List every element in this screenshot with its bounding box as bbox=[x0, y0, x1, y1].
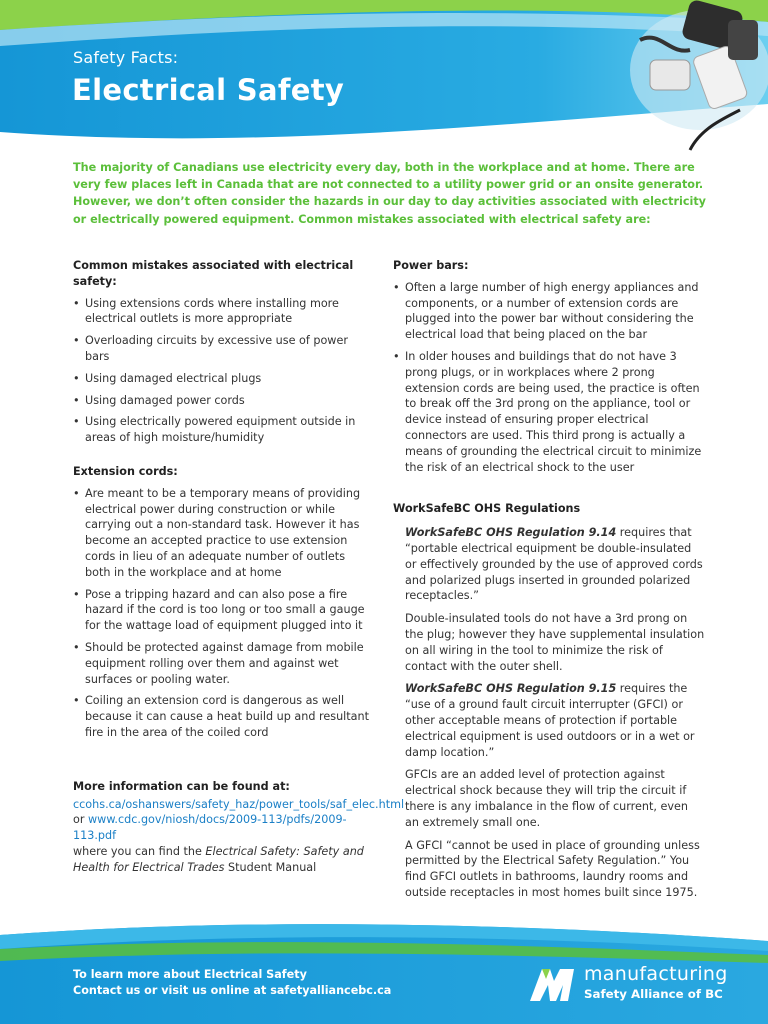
msa-logo bbox=[528, 963, 728, 1005]
logo-alliance-text: Safety Alliance of BC bbox=[584, 987, 723, 1001]
intro-paragraph: The majority of Canadians use electricity every day, both in the workplace and at home. There are very few places left in Canada that are not connected to a utility power grid or an onsite generator. However, we don’t often consider the hazards in our day to day activities associated with electricity or electrically powered equipment. Common mistakes associated with electrical safety are: bbox=[73, 161, 706, 226]
manual-suffix: Student Manual bbox=[224, 860, 317, 874]
list-item: • Coiling an extension cord is dangerous as well because it can cause a heat build up and resultant fire in the area of the coiled cord bbox=[73, 693, 373, 740]
list-item: • Using electrically powered equipment outside in areas of high moisture/humidity bbox=[73, 414, 373, 446]
or-text: or bbox=[73, 813, 89, 827]
list-item: • In older houses and buildings that do not have 3 prong plugs, or in workplaces where 2 prong extension cords are being used, the practice is often to break off the 3rd prong on the appliance, tool or device instead of ensuring proper electrical connectors are used. This third prong is actually a means of grounding the electrical circuit to minimize the risk of an electrical shock to the user bbox=[393, 349, 705, 475]
reg-914-text: requires that “portable electrical equipment be double-insulated or effectively grounded by the use of approved cords and polarized plugs inserted in grounded polarized receptacles.” bbox=[405, 526, 703, 603]
footer-line-2[interactable]: Contact us or visit us online at safetyalliancebc.ca bbox=[73, 984, 392, 997]
header-banner bbox=[0, 0, 768, 160]
left-column bbox=[73, 258, 405, 876]
manual-title: Electrical Safety: Safety and Health for Electrical Trades bbox=[73, 844, 364, 874]
list-item: • Using damaged power cords bbox=[73, 393, 373, 409]
reg-915-text: requires the “use of a ground fault circuit interrupter (GFCI) or other acceptable means of protection if portable electrical equipment is used outdoors or in a wet or damp location.” bbox=[405, 682, 695, 759]
list-item: • Should be protected against damage from mobile equipment rolling over them and against wet surfaces or pooling water. bbox=[73, 640, 373, 687]
footer-text bbox=[73, 967, 391, 999]
reg-914-paragraph bbox=[393, 525, 705, 604]
extension-list bbox=[73, 486, 373, 741]
power-bars-heading: Power bars: bbox=[393, 259, 469, 272]
cdc-link[interactable]: www.cdc.gov/niosh/docs/2009-113/pdfs/2009-113.pdf bbox=[73, 813, 347, 843]
m-logo-icon bbox=[528, 967, 576, 1001]
double-insulated-paragraph: Double-insulated tools do not have a 3rd prong on the plug; however they have supplemental insulation on all wiring in the tool to minimize the risk of contact with the outer shell. bbox=[405, 612, 705, 673]
list-item: • Using damaged electrical plugs bbox=[73, 371, 373, 387]
regs-heading: WorkSafeBC OHS Regulations bbox=[393, 502, 581, 516]
where-text: where you can find the bbox=[73, 844, 206, 858]
header-kicker: Safety Facts: bbox=[73, 48, 179, 67]
mistakes-heading: Common mistakes associated with electrical safety: bbox=[73, 259, 354, 288]
gfci-grounding-paragraph: A GFCI “cannot be used in place of grounding unless permitted by the Electrical Safety Regulation.” You find GFCI outlets in bathrooms, laundry rooms and outside receptacles in most homes built since 1975. bbox=[405, 838, 700, 899]
list-item: • Pose a tripping hazard and can also pose a fire hazard if the cord is too long or too small a gauge for the wattage load of equipment plugged into it bbox=[73, 587, 373, 634]
more-info bbox=[73, 779, 405, 876]
mistakes-list bbox=[73, 296, 373, 446]
reg-914-name: WorkSafeBC OHS Regulation 9.14 bbox=[405, 526, 617, 540]
logo-manufacturing-text: manufacturing bbox=[584, 963, 728, 985]
reg-915-paragraph bbox=[393, 681, 705, 760]
gfci-protection-paragraph: GFCIs are an added level of protection against electrical shock because they will trip the circuit if there is any imbalance in the flow of current, even an extremely small one. bbox=[405, 768, 688, 829]
right-column bbox=[393, 258, 705, 908]
footer-line-1: To learn more about Electrical Safety bbox=[73, 968, 307, 981]
ccohs-link[interactable]: ccohs.ca/oshanswers/safety_haz/power_tools/saf_elec.html bbox=[73, 797, 405, 811]
extension-heading: Extension cords: bbox=[73, 464, 178, 478]
reg-915-name: WorkSafeBC OHS Regulation 9.15 bbox=[405, 682, 617, 696]
list-item: • Are meant to be a temporary means of providing electrical power during construction or while carrying out a non-standard task. However it has become an accepted practice to use extension cords in lieu of an adequate number of outlets both in the workplace and at home bbox=[73, 486, 373, 581]
list-item: • Using extensions cords where installing more electrical outlets is more appropriate bbox=[73, 296, 373, 328]
page-title: Electrical Safety bbox=[72, 73, 345, 107]
list-item: • Overloading circuits by excessive use of power bars bbox=[73, 333, 373, 365]
more-info-heading: More information can be found at: bbox=[73, 779, 290, 793]
list-item: • Often a large number of high energy appliances and components, or a number of extension cords are plugged into the power bar without considering the electrical load that being placed on the bar bbox=[393, 280, 705, 343]
power-bars-list bbox=[393, 280, 705, 476]
